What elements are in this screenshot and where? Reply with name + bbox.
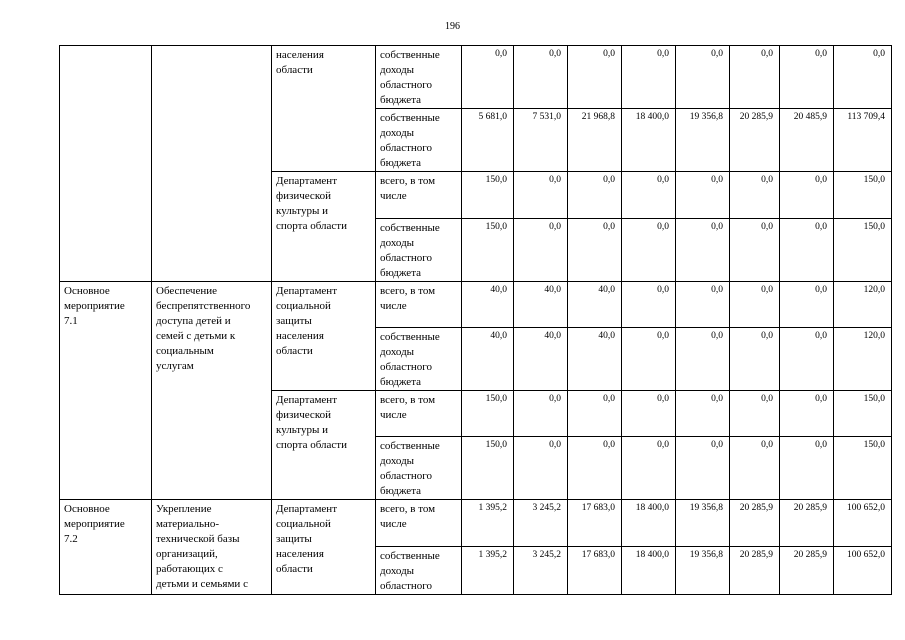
- value-cell: 0,0: [568, 437, 622, 500]
- source-cell: собственные доходы областного бюджета: [376, 46, 462, 109]
- value-cell: 3 245,2: [514, 500, 568, 547]
- value-cell: 0,0: [622, 391, 676, 437]
- value-cell: 150,0: [834, 437, 892, 500]
- value-cell: 0,0: [676, 46, 730, 109]
- value-cell: 20 285,9: [730, 547, 780, 595]
- value-cell: 20 285,9: [730, 500, 780, 547]
- value-cell: 0,0: [780, 282, 834, 328]
- source-cell: всего, в том числе: [376, 282, 462, 328]
- value-cell: 40,0: [514, 328, 568, 391]
- value-cell: 0,0: [514, 437, 568, 500]
- value-cell: 40,0: [462, 328, 514, 391]
- value-cell: 0,0: [730, 46, 780, 109]
- value-cell: 120,0: [834, 282, 892, 328]
- executor-cell: Департамент физической культуры и спорта области: [272, 172, 376, 282]
- value-cell: 0,0: [622, 46, 676, 109]
- value-cell: 19 356,8: [676, 109, 730, 172]
- description-cell: Обеспечение беспрепятственного доступа детей и семей с детьми к социальным услугам: [152, 282, 272, 500]
- page-number: 196: [445, 21, 460, 32]
- source-cell: собственные доходы областного бюджета: [376, 437, 462, 500]
- value-cell: 0,0: [568, 172, 622, 219]
- table-row: [60, 282, 892, 328]
- value-cell: 0,0: [730, 437, 780, 500]
- value-cell: 150,0: [462, 219, 514, 282]
- event-cell: [60, 46, 152, 282]
- value-cell: 0,0: [780, 172, 834, 219]
- value-cell: 0,0: [622, 219, 676, 282]
- value-cell: 3 245,2: [514, 547, 568, 595]
- value-cell: 19 356,8: [676, 500, 730, 547]
- value-cell: 0,0: [834, 46, 892, 109]
- executor-cell: Департамент социальной защиты населения области: [272, 282, 376, 391]
- table-row: [60, 46, 892, 109]
- executor-cell: населения области: [272, 46, 376, 172]
- value-cell: 0,0: [780, 219, 834, 282]
- value-cell: 40,0: [462, 282, 514, 328]
- value-cell: 0,0: [676, 172, 730, 219]
- value-cell: 0,0: [622, 328, 676, 391]
- value-cell: 21 968,8: [568, 109, 622, 172]
- value-cell: 150,0: [834, 391, 892, 437]
- value-cell: 0,0: [514, 46, 568, 109]
- value-cell: 17 683,0: [568, 547, 622, 595]
- value-cell: 100 652,0: [834, 500, 892, 547]
- description-cell: Укрепление материально- технической базы организаций, работающих с детьми и семьями с: [152, 500, 272, 595]
- value-cell: 0,0: [676, 219, 730, 282]
- value-cell: 0,0: [730, 172, 780, 219]
- value-cell: 20 285,9: [730, 109, 780, 172]
- value-cell: 0,0: [514, 172, 568, 219]
- value-cell: 0,0: [622, 282, 676, 328]
- source-cell: всего, в том числе: [376, 172, 462, 219]
- source-cell: собственные доходы областного: [376, 547, 462, 595]
- value-cell: 150,0: [462, 391, 514, 437]
- value-cell: 120,0: [834, 328, 892, 391]
- value-cell: 1 395,2: [462, 500, 514, 547]
- value-cell: 0,0: [730, 282, 780, 328]
- value-cell: 40,0: [568, 282, 622, 328]
- value-cell: 0,0: [514, 219, 568, 282]
- value-cell: 0,0: [676, 437, 730, 500]
- value-cell: 113 709,4: [834, 109, 892, 172]
- value-cell: 20 285,9: [780, 500, 834, 547]
- value-cell: 7 531,0: [514, 109, 568, 172]
- source-cell: всего, в том числе: [376, 500, 462, 547]
- value-cell: 40,0: [568, 328, 622, 391]
- value-cell: 0,0: [780, 328, 834, 391]
- value-cell: 0,0: [462, 46, 514, 109]
- value-cell: 0,0: [676, 282, 730, 328]
- value-cell: 17 683,0: [568, 500, 622, 547]
- value-cell: 0,0: [568, 46, 622, 109]
- value-cell: 0,0: [730, 219, 780, 282]
- value-cell: 0,0: [568, 219, 622, 282]
- value-cell: 150,0: [462, 437, 514, 500]
- executor-cell: Департамент социальной защиты населения области: [272, 500, 376, 595]
- value-cell: 5 681,0: [462, 109, 514, 172]
- value-cell: 18 400,0: [622, 109, 676, 172]
- value-cell: 0,0: [730, 391, 780, 437]
- value-cell: 20 485,9: [780, 109, 834, 172]
- value-cell: 0,0: [622, 172, 676, 219]
- value-cell: 0,0: [622, 437, 676, 500]
- source-cell: собственные доходы областного бюджета: [376, 328, 462, 391]
- value-cell: 150,0: [462, 172, 514, 219]
- value-cell: 1 395,2: [462, 547, 514, 595]
- value-cell: 0,0: [676, 328, 730, 391]
- value-cell: 0,0: [780, 391, 834, 437]
- value-cell: 100 652,0: [834, 547, 892, 595]
- value-cell: 150,0: [834, 172, 892, 219]
- value-cell: 0,0: [730, 328, 780, 391]
- value-cell: 150,0: [834, 219, 892, 282]
- description-cell: [152, 46, 272, 282]
- event-cell: Основное мероприятие 7.1: [60, 282, 152, 500]
- source-cell: собственные доходы областного бюджета: [376, 109, 462, 172]
- value-cell: 18 400,0: [622, 500, 676, 547]
- source-cell: собственные доходы областного бюджета: [376, 219, 462, 282]
- value-cell: 0,0: [780, 46, 834, 109]
- value-cell: 20 285,9: [780, 547, 834, 595]
- value-cell: 0,0: [514, 391, 568, 437]
- table-row: [60, 500, 892, 547]
- value-cell: 19 356,8: [676, 547, 730, 595]
- value-cell: 0,0: [568, 391, 622, 437]
- executor-cell: Департамент физической культуры и спорта области: [272, 391, 376, 500]
- value-cell: 18 400,0: [622, 547, 676, 595]
- source-cell: всего, в том числе: [376, 391, 462, 437]
- value-cell: 0,0: [676, 391, 730, 437]
- budget-table: [59, 45, 892, 595]
- value-cell: 0,0: [780, 437, 834, 500]
- value-cell: 40,0: [514, 282, 568, 328]
- event-cell: Основное мероприятие 7.2: [60, 500, 152, 595]
